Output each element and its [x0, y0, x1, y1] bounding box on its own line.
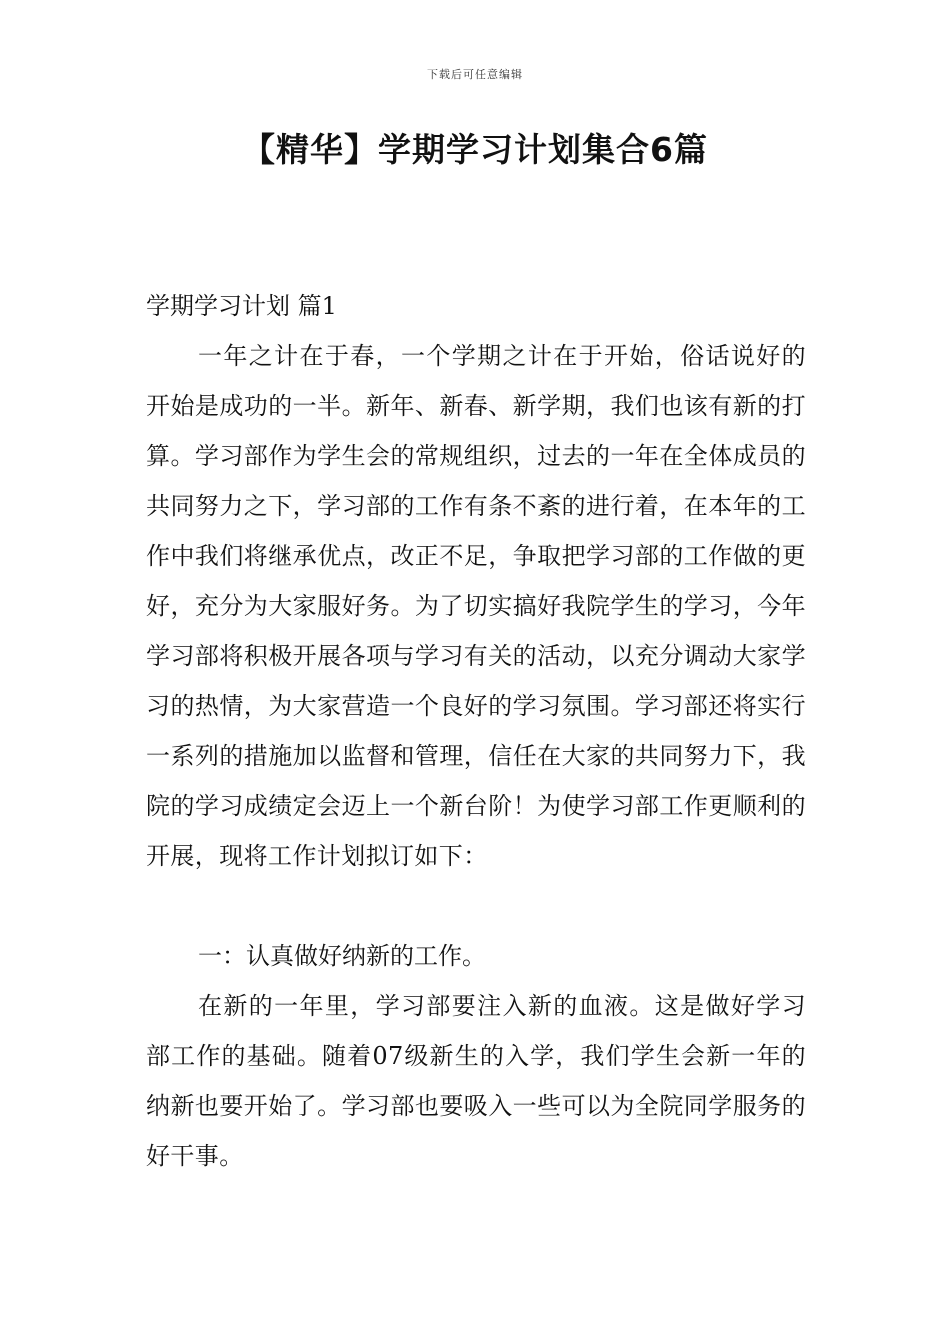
- subheading: 一：认真做好纳新的工作。: [198, 942, 486, 970]
- paragraph-gap: [146, 881, 806, 931]
- header-note: 下载后可任意编辑: [427, 68, 523, 81]
- section-heading: 学期学习计划 篇1: [146, 292, 337, 320]
- paragraph: 在新的一年里，学习部要注入新的血液。这是做好学习部工作的基础。随着07级新生的入学，我们学生会新一年的纳新也要开始了。学习部也要吸入一些可以为全院同学服务的好干事。: [146, 992, 806, 1170]
- document-title: 【精华】学期学习计划集合6篇: [242, 130, 708, 169]
- document-body: [146, 281, 806, 1181]
- paragraph: 一年之计在于春，一个学期之计在于开始，俗话说好的开始是成功的一半。新年、新春、新学期，我们也该有新的打算。学习部作为学生会的常规组织，过去的一年在全体成员的共同努力之下，学习部的工作有条不紊的进行着，在本年的工作中我们将继承优点，改正不足，争取把学习部的工作做的更好，充分为大家服好务。为了切实搞好我院学生的学习，今年学习部将积极开展各项与学习有关的活动，以充分调动大家学习的热情，为大家营造一个良好的学习氛围。学习部还将实行一系列的措施加以监督和管理，信任在大家的共同努力下，我院的学习成绩定会迈上一个新台阶！为使学习部工作更顺利的开展，现将工作计划拟订如下：: [146, 342, 806, 870]
